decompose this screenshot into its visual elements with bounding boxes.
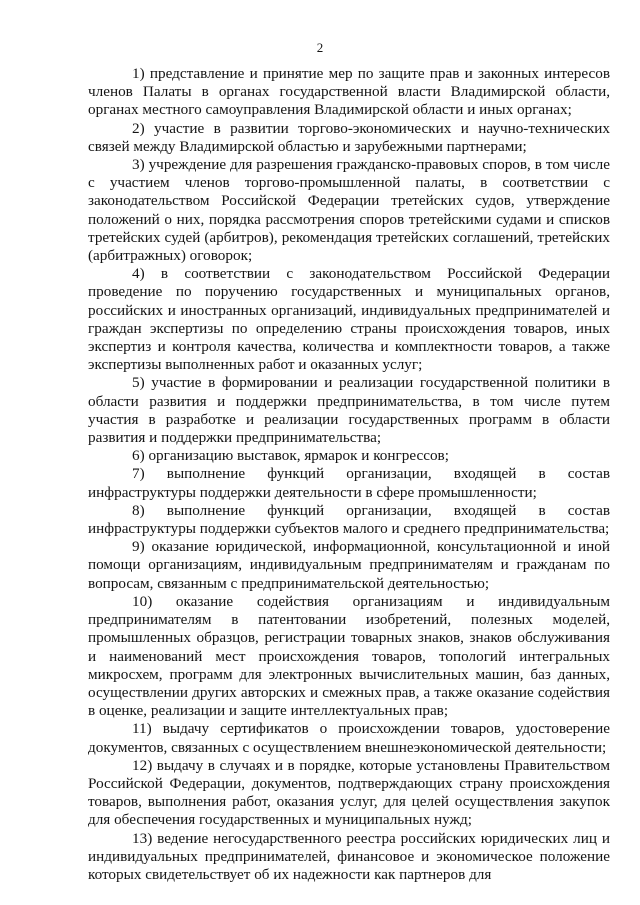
list-item-10: 10) оказание содействия организациям и индивидуальным предпринимателям в патентовании изобретений, полезных моделей, промышленных образцов, регистрации товарных знаков, знаков обслуживания и наименований мест происхождения товаров, топологий интегральных микросхем, программ для электронных вычислительных машин, баз данных, осуществлении других авторских и смежных прав, а также оказание содействия в оценке, реализации и защите интеллектуальных прав; (88, 592, 610, 720)
list-item-1: 1) представление и принятие мер по защите прав и законных интересов членов Палаты в органах государственной власти Владимирской области, органах местного самоуправления Владимирской области и иных органах; (88, 65, 610, 119)
list-item-12: 12) выдачу в случаях и в порядке, которые установлены Правительством Российской Федерации, документов, подтверждающих страну происхождения товаров, выполнения работ, оказания услуг, для целей осуществления закупок для обеспечения государственных и муниципальных нужд; (88, 756, 610, 829)
list-item-9: 9) оказание юридической, информационной, консультационной и иной помощи организациям, индивидуальным предпринимателям и гражданам по вопросам, связанным с предпринимательской деятельностью; (88, 538, 610, 592)
list-item-5: 5) участие в формировании и реализации государственной политики в области развития и поддержки предпринимательства, в том числе путем участия в разработке и реализации государственных программ в области развития и поддержки предпринимательства; (88, 374, 610, 447)
list-item-6: 6) организацию выставок, ярмарок и конгрессов; (132, 447, 449, 465)
list-item-7: 7) выполнение функций организации, входящей в состав инфраструктуры поддержки деятельности в сфере промышленности; (88, 465, 610, 501)
document-body (88, 65, 610, 884)
list-item-4: 4) в соответствии с законодательством Российской Федерации проведение по поручению государственных и муниципальных органов, российских и иностранных организаций, индивидуальных предпринимателей и граждан экспертизы по определению страны происхождения товаров, иных экспертиз и контроля качества, количества и комплектности товаров, а также экспертизы выполненных работ и оказанных услуг; (88, 265, 610, 374)
list-item-2: 2) участие в развитии торгово-экономических и научно-технических связей между Владимирской областью и зарубежными партнерами; (88, 119, 610, 155)
list-item-3: 3) учреждение для разрешения гражданско-правовых споров, в том числе с участием членов торгово-промышленной палаты, в соответствии с законодательством Российской Федерации третейских судов, утверждение положений о них, порядка рассмотрения споров третейскими судами и списков третейских судей (арбитров), рекомендация третейских соглашений, третейских (арбитражных) оговорок; (88, 156, 610, 265)
page-number: 2 (316, 40, 324, 55)
list-item-11: 11) выдачу сертификатов о происхождении товаров, удостоверение документов, связанных с осуществлением внешнеэкономической деятельности; (88, 720, 610, 756)
list-item-8: 8) выполнение функций организации, входящей в состав инфраструктуры поддержки субъектов малого и среднего предпринимательства; (88, 501, 610, 538)
list-item-13: 13) ведение негосударственного реестра российских юридических лиц и индивидуальных предпринимателей, финансовое и экономическое положение которых свидетельствует об их надежности как партнеров для (88, 829, 610, 883)
